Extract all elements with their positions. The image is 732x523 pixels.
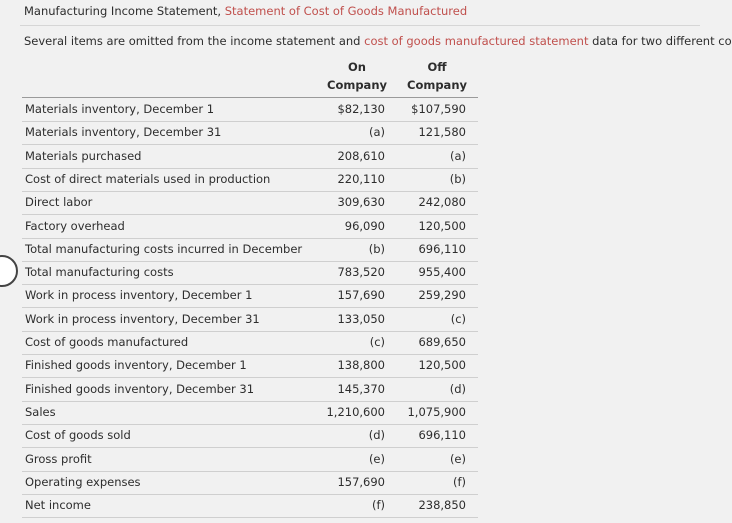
table-row <box>22 331 478 355</box>
column-header-off-line2: Company <box>407 78 467 92</box>
radio-circle-icon[interactable] <box>0 255 18 287</box>
off-company-value: 242,080 <box>418 195 466 210</box>
row-label: Finished goods inventory, December 1 <box>25 358 247 373</box>
table-row <box>22 191 478 215</box>
row-label: Cost of direct materials used in production <box>25 171 271 186</box>
on-company-value: 133,050 <box>337 311 385 326</box>
on-company-value: 157,690 <box>337 474 385 489</box>
description-suffix: data for two different co <box>588 34 732 48</box>
title-divider <box>20 25 700 26</box>
off-company-value: (e) <box>449 451 466 466</box>
table-row <box>22 494 478 518</box>
table-row <box>22 424 478 448</box>
row-label: Materials inventory, December 1 <box>25 102 215 116</box>
row-label: Gross profit <box>25 451 92 466</box>
page-title-link[interactable]: Statement of Cost of Goods Manufactured <box>224 4 468 18</box>
table-row <box>22 121 478 145</box>
off-company-value: 121,580 <box>418 125 466 140</box>
table-row <box>22 215 478 239</box>
column-header-off-line1: Off <box>427 60 447 74</box>
table-row <box>22 145 478 169</box>
row-label: Finished goods inventory, December 31 <box>25 381 255 396</box>
on-company-value: 138,800 <box>337 358 385 373</box>
row-label: Operating expenses <box>25 474 141 489</box>
off-company-value: 238,850 <box>418 498 466 513</box>
off-company-value: 1,075,900 <box>407 404 466 419</box>
column-header-on-company <box>327 58 387 94</box>
table-row <box>22 378 478 402</box>
on-company-value: 145,370 <box>337 381 385 396</box>
table-row <box>22 284 478 308</box>
description-link[interactable]: cost of goods manufactured statement <box>364 34 589 48</box>
on-company-value: 208,610 <box>337 148 385 163</box>
row-label: Cost of goods manufactured <box>25 335 189 349</box>
off-company-value: $107,590 <box>411 102 466 116</box>
row-label: Work in process inventory, December 1 <box>25 288 253 303</box>
table-row <box>22 354 478 378</box>
off-company-value: 259,290 <box>418 288 466 303</box>
column-header-on-line2: Company <box>327 78 387 92</box>
page-title <box>24 4 467 18</box>
column-header-off-company <box>405 58 469 94</box>
on-company-value: 96,090 <box>344 218 385 233</box>
on-company-value: $82,130 <box>337 102 385 116</box>
row-label: Total manufacturing costs <box>25 265 174 280</box>
table-row <box>22 308 478 332</box>
table-row <box>22 471 478 495</box>
page-title-prefix: Manufacturing Income Statement, <box>24 4 225 18</box>
row-label: Total manufacturing costs incurred in December <box>25 241 303 256</box>
off-company-value: 689,650 <box>418 335 466 349</box>
on-company-value: 309,630 <box>337 195 385 210</box>
off-company-value: (d) <box>449 381 466 396</box>
table-row <box>22 98 478 122</box>
on-company-value: (a) <box>368 125 385 140</box>
column-header-on-line1: On <box>348 60 366 74</box>
off-company-value: 696,110 <box>418 241 466 256</box>
on-company-value: 783,520 <box>337 265 385 280</box>
off-company-value: (f) <box>452 474 466 489</box>
on-company-value: (f) <box>371 498 385 513</box>
table-row <box>22 238 478 262</box>
row-label: Net income <box>25 498 91 513</box>
row-label: Direct labor <box>25 195 93 210</box>
off-company-value: 120,500 <box>418 358 466 373</box>
off-company-value: (a) <box>449 148 466 163</box>
on-company-value: (c) <box>369 335 385 349</box>
on-company-value: 220,110 <box>337 171 385 186</box>
row-label: Materials inventory, December 31 <box>25 125 222 140</box>
problem-description <box>24 34 732 48</box>
description-prefix: Several items are omitted from the income statement and <box>24 34 365 48</box>
off-company-value: 120,500 <box>418 218 466 233</box>
row-label: Sales <box>25 404 56 419</box>
row-label: Work in process inventory, December 31 <box>25 311 260 326</box>
row-label: Cost of goods sold <box>25 428 131 443</box>
row-label: Factory overhead <box>25 218 125 233</box>
off-company-value: (b) <box>449 171 466 186</box>
on-company-value: (b) <box>368 241 385 256</box>
table-row <box>22 401 478 425</box>
off-company-value: (c) <box>450 311 466 326</box>
table-row <box>22 168 478 192</box>
row-label: Materials purchased <box>25 148 142 163</box>
table-row <box>22 448 478 472</box>
off-company-value: 955,400 <box>418 265 466 280</box>
table-row <box>22 261 478 285</box>
on-company-value: (e) <box>368 451 385 466</box>
off-company-value: 696,110 <box>418 428 466 443</box>
on-company-value: 157,690 <box>337 288 385 303</box>
on-company-value: 1,210,600 <box>326 404 385 419</box>
on-company-value: (d) <box>368 428 385 443</box>
